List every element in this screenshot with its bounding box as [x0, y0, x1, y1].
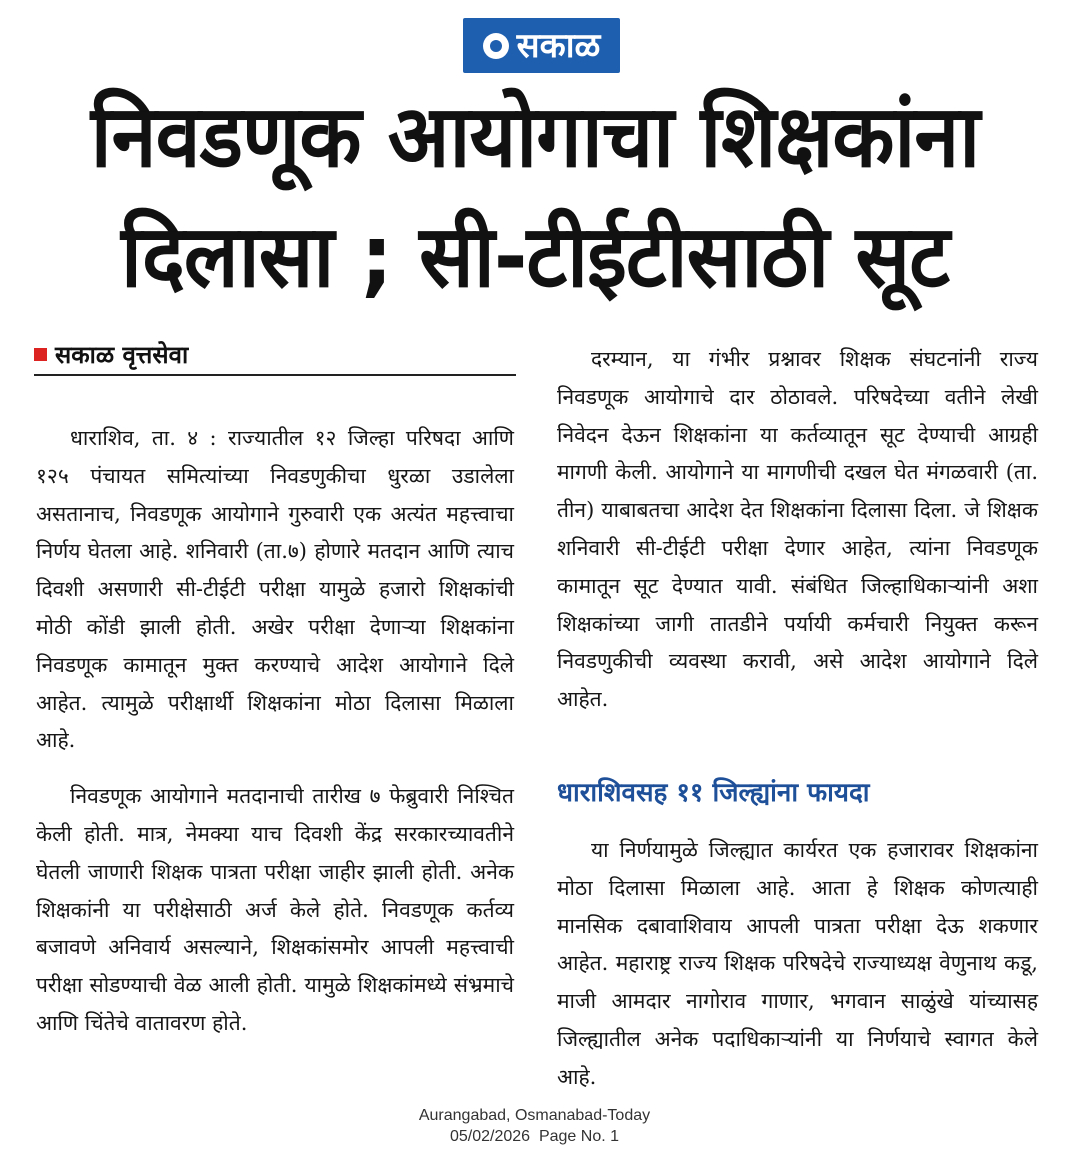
headline-line-1: निवडणूक आयोगाचा शिक्षकांना [90, 87, 980, 187]
byline-divider [34, 374, 516, 376]
article-right-column-continued [557, 832, 1038, 1097]
article-left-column [36, 420, 514, 1043]
paragraph: या निर्णयामुळे जिल्ह्यात कार्यरत एक हजारावर शिक्षकांना मोठा दिलासा मिळाला आहे. आता हे शिक्षक कोणत्याही मानसिक दबावाशिवाय आपली पात्रता परीक्षा देऊ शकणार आहेत. महाराष्ट्र राज्य शिक्षक परिषदेचे राज्याध्यक्ष वेणुनाथ कडू, माजी आमदार नागोराव गाणार, भगवान साळुंखे यांच्यासह जिल्ह्यातील अनेक पदाधिकाऱ्यांनी या निर्णयाचे स्वागत केले आहे. [557, 838, 1038, 1089]
footer-edition: Aurangabad, Osmanabad-Today [418, 1107, 651, 1124]
byline [34, 338, 188, 371]
byline-text: सकाळ वृत्तसेवा [55, 341, 189, 369]
byline-square-icon [34, 348, 47, 361]
paragraph: धाराशिव, ता. ४ : राज्यातील १२ जिल्हा परिषदा आणि १२५ पंचायत समित्यांच्या निवडणुकीचा धुरळा उडालेला असतानाच, निवडणूक आयोगाने गुरुवारी एक अत्यंत महत्त्वाचा निर्णय घेतला आहे. शनिवारी (ता.७) होणारे मतदान आणि त्याच दिवशी असणारी सी-टीईटी परीक्षा यामुळे हजारो शिक्षकांची मोठी कोंडी झाली होती. अखेर परीक्षा देणाऱ्या शिक्षकांना निवडणूक कामातून मुक्त करण्याचे आदेश आयोगाने दिले आहेत. त्यामुळे परीक्षार्थी शिक्षकांना मोठा दिलासा मिळाला आहे. [36, 426, 514, 753]
paragraph: निवडणूक आयोगाने मतदानाची तारीख ७ फेब्रुवारी निश्चित केली होती. मात्र, नेमक्या याच दिवशी केंद्र सरकारच्यावतीने घेतली जाणारी शिक्षक पात्रता परीक्षा जाहीर झाली होती. अनेक शिक्षकांनी या परीक्षेसाठी अर्ज केले होते. निवडणूक कर्तव्य बजावणे अनिवार्य असल्याने, शिक्षकांसमोर आपली महत्त्वाची परीक्षा सोडण्याची वेळ आली होती. यामुळे शिक्षकांमध्ये संभ्रमाचे आणि चिंतेचे वातावरण होते. [36, 784, 514, 1035]
masthead-logo [463, 18, 620, 73]
article-right-column [557, 341, 1038, 719]
sakal-emblem-icon [483, 33, 509, 59]
headline-line-2: दिलासा ; सी-टीईटीसाठी सूट [121, 207, 949, 307]
logo-text: सकाळ [516, 25, 601, 66]
section-subheading: धाराशिवसह ११ जिल्ह्यांना फायदा [557, 778, 870, 808]
paragraph: दरम्यान, या गंभीर प्रश्नावर शिक्षक संघटनांनी राज्य निवडणूक आयोगाचे दार ठोठावले. परिषदेच्या वतीने लेखी निवेदन देऊन शिक्षकांना या कर्तव्यातून सूट देण्याची आग्रही मागणी केली. आयोगाने या मागणीची दखल घेत मंगळवारी (ता. तीन) याबाबतचा आदेश देत शिक्षकांना दिलासा दिला. जे शिक्षक शनिवारी सी-टीईटी परीक्षा देणार आहेत, त्यांना निवडणूक कामातून सूट देण्यात यावी. संबंधित जिल्हाधिकाऱ्यांनी अशा शिक्षकांच्या जागी तातडीने पर्यायी कर्मचारी नियुक्त करून निवडणुकीची व्यवस्था करावी, असे आदेश आयोगाने दिले आहेत. [557, 347, 1038, 712]
footer-date-page: 05/02/2026 Page No. 1 [449, 1128, 620, 1145]
